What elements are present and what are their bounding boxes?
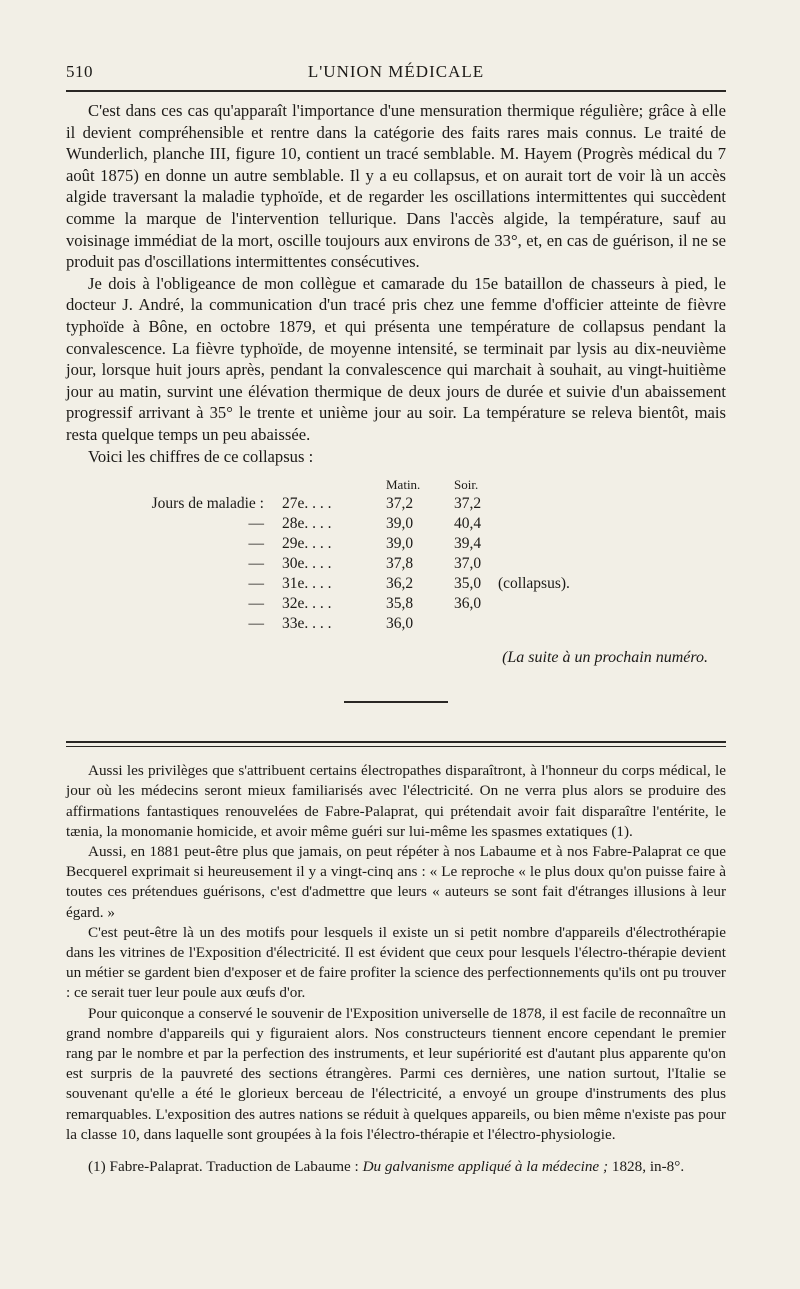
soir-cell: 39,4 xyxy=(454,535,482,553)
table-row xyxy=(66,615,726,635)
table-row xyxy=(66,555,726,575)
soir-cell: 40,4 xyxy=(454,515,482,533)
row-label: — xyxy=(248,595,264,613)
matin-cell: 39,0 xyxy=(386,515,414,533)
paragraph: Aussi, en 1881 peut-être plus que jamais, on peut répéter à nos Labaume et à nos Fabre-Palaprat ce que Becquerel exprimait si heureusement il y a vingt-cinq ans : « Le reproche « le plus doux qu'on puisse faire à toutes ces prétendues guérisons, c'est d'admettre que leurs « auteurs se sont fait d'étranges illusions à leur égard. » xyxy=(66,842,726,921)
paragraph: Voici les chiffres de ce collapsus : xyxy=(88,446,314,466)
matin-cell: 35,8 xyxy=(386,595,414,613)
day-cell: 29e. . . . xyxy=(282,535,332,553)
row-label: — xyxy=(248,555,264,573)
table-row xyxy=(66,575,726,595)
running-head xyxy=(66,56,726,86)
day-cell: 30e. . . . xyxy=(282,555,332,573)
day-cell: 27e. . . . xyxy=(282,495,332,513)
page-number: 510 xyxy=(66,62,93,81)
matin-cell: 37,2 xyxy=(386,495,414,513)
paragraph: C'est dans ces cas qu'apparaît l'importance d'une mensuration thermique régulière; grâce à elle il devient compréhensible et rentre dans la catégorie des faits rares mais connus. Le traité de Wunderlich, planche III, figure 10, contient un tracé semblable. M. Hayem (Progrès médical du 7 août 1875) en donne un autre semblable. Il y a eu collapsus, et on aurait tort de voir là un accès algide traversant la maladie typhoïde, et de regarder les oscillations intermittentes qui succèdent comme la marque de l'intervention tellurique. Dans l'accès algide, la température, sauf au voisinage immédiat de la mort, oscille toujours aux environs de 33°, et, en cas de guérison, il ne se produit pas d'oscillations intermittentes consécutives. xyxy=(66,101,726,272)
note-cell: (collapsus). xyxy=(498,575,570,593)
table-header xyxy=(66,477,726,495)
footnote-lead: (1) Fabre-Palaprat. Traduction de Labaume : xyxy=(88,1157,363,1175)
row-label: — xyxy=(248,615,264,633)
table-row xyxy=(66,515,726,535)
soir-cell: 37,0 xyxy=(454,555,482,573)
paragraph: Pour quiconque a conservé le souvenir de l'Exposition universelle de 1878, il est facile de reconnaître un grand nombre d'appareils qui y figuraient alors. Nos constructeurs tiennent encore cependant le premier rang par le nombre et par la perfection des instruments, et leur supériorité est d'autant plus apparente qu'on est surpris de la pauvreté des sections étrangères. Parmi ces dernières, une nation surtout, l'Italie se souvenant qu'elle a été le glorieux berceau de l'électricité, a envoyé un groupe d'instruments des plus remarquables. L'exposition des autres nations se réduit à quelques appareils, ou bien même n'existe pas pour la classe 10, dans laquelle sont groupées à la fois l'électro-thérapie et l'électro-physiologie. xyxy=(66,1004,726,1143)
day-cell: 32e. . . . xyxy=(282,595,332,613)
journal-page xyxy=(66,56,726,1177)
row-label: — xyxy=(248,535,264,553)
matin-cell: 36,2 xyxy=(386,575,414,593)
footnote xyxy=(66,1157,726,1177)
section-divider xyxy=(344,701,448,703)
matin-cell: 39,0 xyxy=(386,535,414,553)
feuilleton-body xyxy=(66,761,726,1145)
soir-cell: 35,0 xyxy=(454,575,482,593)
journal-title: L'UNION MÉDICALE xyxy=(307,62,485,81)
table-row xyxy=(66,595,726,615)
column-header-soir: Soir. xyxy=(454,477,479,493)
day-cell: 28e. . . . xyxy=(282,515,332,533)
article-body xyxy=(66,100,726,467)
header-rule xyxy=(66,90,726,92)
row-label: — xyxy=(248,515,264,533)
table-row xyxy=(66,535,726,555)
day-cell: 33e. . . . xyxy=(282,615,332,633)
continuation-note: (La suite à un prochain numéro. xyxy=(502,649,708,667)
row-label: Jours de maladie : xyxy=(151,495,264,513)
soir-cell: 37,2 xyxy=(454,495,482,513)
paragraph: Aussi les privilèges que s'attribuent certains électropathes disparaîtront, à l'honneur du corps médical, le jour où les médecins seront mieux familiarisés avec l'électricité. On ne verra plus alors se produire des affirmations fantastiques renouvelées de Fabre-Palaprat, qui prétendait avoir fait disparaître l'entérite, le tænia, la monomanie homicide, et avoir même guéri sur lui-même les spasmes extatiques (1). xyxy=(66,762,726,840)
matin-cell: 37,8 xyxy=(386,555,414,573)
paragraph: Je dois à l'obligeance de mon collègue et camarade du 15e bataillon de chasseurs à pied, le docteur J. André, la communication d'un tracé pris chez une femme d'officier atteinte de fièvre typhoïde à Bône, en octobre 1879, et qui présenta une température de collapsus pendant la convalescence. La fièvre typhoïde, de moyenne intensité, se terminait par lysis au dix-neuvième jour, lorsque huit jours après, pendant la convalescence qui marchait à souhait, au vingt-huitième jour au matin, survint une élévation thermique de deux jours de durée et suivie d'un abaissement progressif arrivant à 35° le trente et unième jour au soir. La température se releva bientôt, mais resta quelque temps un peu abaissée. xyxy=(66,273,726,444)
paragraph: C'est peut-être là un des motifs pour lesquels il existe un si petit nombre d'appareils d'électrothérapie dans les vitrines de l'Exposition d'électricité. Il est évident que ceux pour lesquels l'électro-thérapie devient un métier se gardent bien d'exposer et de faire profiter la science des perfectionnements qu'ils ont pu trouver : ce serait tuer leur poule aux œufs d'or. xyxy=(66,923,726,1002)
soir-cell: 36,0 xyxy=(454,595,482,613)
matin-cell: 36,0 xyxy=(386,615,414,633)
column-header-matin: Matin. xyxy=(386,477,421,493)
double-rule xyxy=(66,741,726,747)
day-cell: 31e. . . . xyxy=(282,575,332,593)
footnote-tail: 1828, in-8°. xyxy=(608,1157,685,1175)
temperature-table xyxy=(66,477,726,635)
row-label: — xyxy=(248,575,264,593)
table-row xyxy=(66,495,726,515)
footnote-title: Du galvanisme appliqué à la médecine ; xyxy=(362,1157,609,1175)
